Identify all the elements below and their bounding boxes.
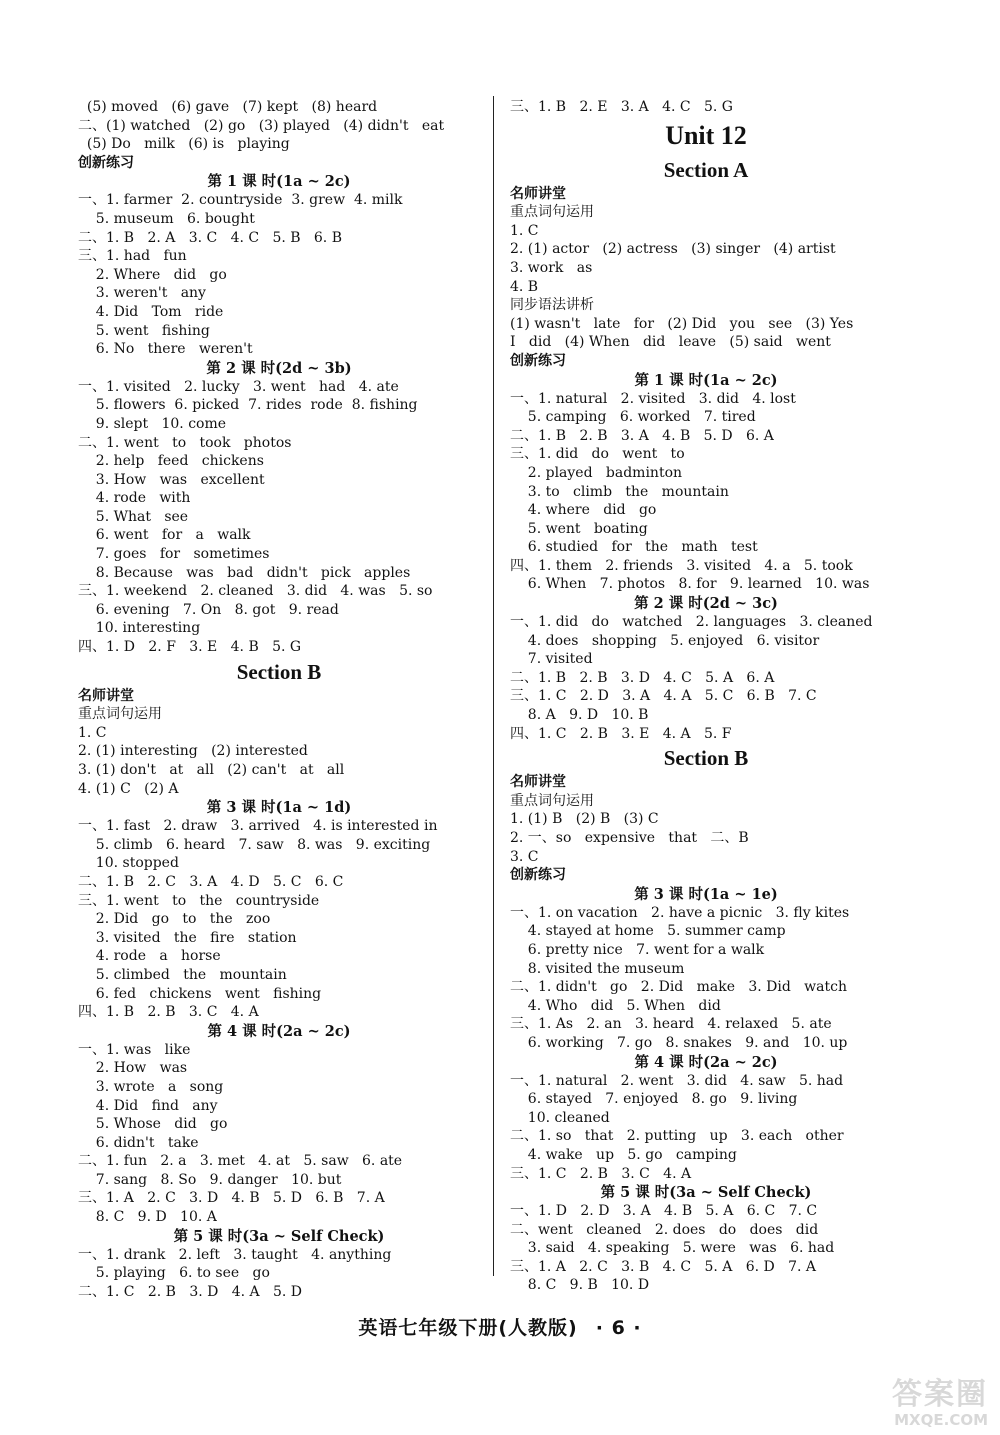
answer-line: 5. playing 6. to see go bbox=[78, 1265, 270, 1282]
sub-label: 同步语法讲析 bbox=[510, 297, 594, 314]
answer-line: 10. cleaned bbox=[510, 1109, 610, 1126]
part-label: 创新练习 bbox=[510, 867, 566, 884]
right-answer-column bbox=[510, 98, 902, 1295]
answer-line: 一、1. on vacation 2. have a picnic 3. fly kites bbox=[510, 904, 850, 921]
sub-label: 重点词句运用 bbox=[510, 792, 594, 809]
answer-line: 3. C bbox=[510, 848, 539, 865]
answer-line: 4. Who did 5. When did bbox=[510, 997, 721, 1014]
answer-line: 6. When 7. photos 8. for 9. learned 10. was bbox=[510, 576, 870, 593]
answer-line: 1. (1) B (2) B (3) C bbox=[510, 811, 659, 828]
answer-line: 3. wrote a song bbox=[78, 1078, 224, 1095]
answer-line: 2. Where did go bbox=[78, 266, 227, 283]
answer-line: 二、1. so that 2. putting up 3. each other bbox=[510, 1128, 844, 1145]
answer-line: 一、1. farmer 2. countryside 3. grew 4. milk bbox=[78, 192, 403, 209]
answer-line: 一、1. drank 2. left 3. taught 4. anything bbox=[78, 1246, 392, 1263]
unit-heading: Unit 12 bbox=[665, 120, 747, 150]
part-label: 名师讲堂 bbox=[78, 687, 134, 704]
answer-line: 三、1. A 2. C 3. D 4. B 5. D 6. B 7. A bbox=[78, 1190, 385, 1207]
answer-line: 10. interesting bbox=[78, 620, 201, 637]
answer-line: 4. rode with bbox=[78, 490, 191, 507]
sub-label: 重点词句运用 bbox=[78, 706, 162, 723]
answer-line: 8. C 9. D 10. A bbox=[78, 1209, 217, 1226]
watermark-logo-text: 答案圈 bbox=[892, 1377, 988, 1412]
page-footer bbox=[0, 1313, 1000, 1340]
answer-line: 二、1. C 2. B 3. D 4. A 5. D bbox=[78, 1283, 302, 1300]
answer-line: 4. (1) C (2) A bbox=[78, 780, 179, 797]
answer-line: 2. (1) interesting (2) interested bbox=[78, 743, 308, 760]
answer-line: 3. work as bbox=[510, 259, 593, 276]
answer-line: 5. flowers 6. picked 7. rides rode 8. fishing bbox=[78, 397, 418, 414]
answer-line: (5) Do milk (6) is playing bbox=[78, 136, 290, 153]
answer-line: 二、1. B 2. C 3. A 4. D 5. C 6. C bbox=[78, 873, 344, 890]
answer-line: 1. C bbox=[510, 222, 539, 239]
answer-line: 2. How was bbox=[78, 1060, 188, 1077]
answer-line: 一、1. D 2. D 3. A 4. B 5. A 6. C 7. C bbox=[510, 1203, 818, 1220]
answer-line: 6. working 7. go 8. snakes 9. and 10. up bbox=[510, 1034, 848, 1051]
answer-line: 6. fed chickens went fishing bbox=[78, 985, 322, 1002]
answer-line: 一、1. natural 2. visited 3. did 4. lost bbox=[510, 390, 796, 407]
answer-line: 6. went for a walk bbox=[78, 527, 251, 544]
lesson-heading: 第 5 课 时(3a ~ Self Check) bbox=[173, 1227, 385, 1245]
answer-line: 四、1. D 2. F 3. E 4. B 5. G bbox=[78, 639, 302, 656]
answer-line: 8. A 9. D 10. B bbox=[510, 707, 649, 724]
answer-line: 5. went fishing bbox=[78, 322, 210, 339]
answer-line: 三、1. B 2. E 3. A 4. C 5. G bbox=[510, 99, 733, 115]
answer-line: 2. 一、so expensive that 二、B bbox=[510, 830, 749, 846]
lesson-heading: 第 4 课 时(2a ~ 2c) bbox=[634, 1053, 778, 1071]
section-heading: Section B bbox=[236, 659, 322, 684]
answer-line: I did (4) When did leave (5) said went bbox=[510, 334, 831, 351]
answer-line: 3. to climb the mountain bbox=[510, 483, 729, 500]
answer-line: (1) wasn't late for (2) Did you see (3) Yes bbox=[510, 315, 854, 332]
sub-label: 重点词句运用 bbox=[510, 204, 594, 221]
answer-line: 二、(1) watched (2) go (3) played (4) didn't eat bbox=[78, 117, 445, 134]
lesson-heading: 第 3 课 时(1a ~ 1e) bbox=[634, 885, 778, 903]
answer-line: 三、1. C 2. B 3. C 4. A bbox=[510, 1165, 692, 1182]
answer-line: 二、went cleaned 2. does do does did bbox=[510, 1221, 819, 1238]
lesson-heading: 第 1 课 时(1a ~ 2c) bbox=[634, 371, 778, 389]
section-heading: Section B bbox=[663, 746, 749, 771]
answer-line: 4. B bbox=[510, 278, 539, 295]
answer-line: 三、1. had fun bbox=[78, 248, 187, 265]
answer-line: 二、1. went to took photos bbox=[78, 434, 292, 451]
answer-line: 四、1. B 2. B 3. C 4. A bbox=[78, 1004, 259, 1021]
answer-line: 5. Whose did go bbox=[78, 1116, 228, 1133]
answer-line: 3. said 4. speaking 5. were was 6. had bbox=[510, 1240, 835, 1257]
answer-line: 6. studied for the math test bbox=[510, 539, 758, 556]
answer-line: 二、1. B 2. A 3. C 4. C 5. B 6. B bbox=[78, 229, 342, 246]
answer-line: 8. Because was bad didn't pick apples bbox=[78, 564, 411, 581]
answer-line: 7. sang 8. So 9. danger 10. but bbox=[78, 1171, 342, 1188]
answer-line: 3. visited the fire station bbox=[78, 929, 297, 946]
answer-line: 2. Did go to the zoo bbox=[78, 911, 271, 928]
answer-line: 4. does shopping 5. enjoyed 6. visitor bbox=[510, 632, 820, 649]
answer-line: 三、1. went to the countryside bbox=[78, 892, 320, 909]
answer-line: 6. evening 7. On 8. got 9. read bbox=[78, 601, 339, 618]
answer-line: 8. C 9. B 10. D bbox=[510, 1277, 650, 1294]
answer-line: 5. museum 6. bought bbox=[78, 210, 255, 227]
answer-line: 5. went boating bbox=[510, 520, 648, 537]
answer-line: 一、1. fast 2. draw 3. arrived 4. is interested in bbox=[78, 818, 438, 835]
answer-line: 一、1. was like bbox=[78, 1041, 191, 1058]
answer-line: (5) moved (6) gave (7) kept (8) heard bbox=[78, 99, 378, 115]
page-number: · 6 · bbox=[595, 1317, 642, 1339]
answer-line: 1. C bbox=[78, 724, 107, 741]
answer-line: 7. goes for sometimes bbox=[78, 546, 270, 563]
answer-line: 8. visited the museum bbox=[510, 960, 685, 977]
part-label: 创新练习 bbox=[510, 352, 566, 369]
answer-line: 2. help feed chickens bbox=[78, 453, 264, 470]
book-title: 英语七年级下册(人教版) bbox=[358, 1317, 578, 1339]
answer-line: 四、1. C 2. B 3. E 4. A 5. F bbox=[510, 725, 732, 742]
answer-line: 2. (1) actor (2) actress (3) singer (4) artist bbox=[510, 241, 836, 258]
answer-line: 4. wake up 5. go camping bbox=[510, 1146, 737, 1163]
lesson-heading: 第 2 课 时(2d ~ 3b) bbox=[206, 359, 352, 377]
answer-line: 6. stayed 7. enjoyed 8. go 9. living bbox=[510, 1091, 798, 1108]
answer-line: 三、1. As 2. an 3. heard 4. relaxed 5. ate bbox=[510, 1016, 832, 1033]
answer-line: 5. climbed the mountain bbox=[78, 966, 287, 983]
lesson-heading: 第 5 课 时(3a ~ Self Check) bbox=[600, 1184, 812, 1202]
answer-line: 5. climb 6. heard 7. saw 8. was 9. exciting bbox=[78, 836, 431, 853]
answer-line: 7. visited bbox=[510, 651, 593, 668]
answer-line: 4. Did Tom ride bbox=[78, 303, 224, 320]
answer-line: 三、1. C 2. D 3. A 4. A 5. C 6. B 7. C bbox=[510, 688, 817, 705]
answer-line: 一、1. visited 2. lucky 3. went had 4. ate bbox=[78, 378, 399, 395]
answer-line: 二、1. didn't go 2. Did make 3. Did watch bbox=[510, 979, 847, 996]
answer-line: 4. Did find any bbox=[78, 1097, 218, 1114]
lesson-heading: 第 4 课 时(2a ~ 2c) bbox=[207, 1022, 351, 1040]
answer-line: 10. stopped bbox=[78, 855, 179, 872]
answer-line: 5. camping 6. worked 7. tired bbox=[510, 409, 756, 426]
answer-line: 6. pretty nice 7. went for a walk bbox=[510, 941, 765, 958]
part-label: 名师讲堂 bbox=[510, 774, 566, 791]
answer-line: 三、1. did do went to bbox=[510, 446, 685, 463]
left-answer-column bbox=[78, 98, 480, 1301]
answer-line: 4. rode a horse bbox=[78, 948, 221, 965]
answer-line: 二、1. B 2. B 3. A 4. B 5. D 6. A bbox=[510, 427, 774, 444]
answer-line: 9. slept 10. come bbox=[78, 415, 227, 432]
answer-line: 4. stayed at home 5. summer camp bbox=[510, 923, 786, 940]
column-divider bbox=[493, 96, 494, 1276]
lesson-heading: 第 1 课 时(1a ~ 2c) bbox=[207, 173, 351, 191]
answer-line: 2. played badminton bbox=[510, 464, 683, 481]
answer-line: 三、1. A 2. C 3. B 4. C 5. A 6. D 7. A bbox=[510, 1258, 817, 1275]
answer-line: 3. weren't any bbox=[78, 285, 206, 302]
answer-line: 3. (1) don't at all (2) can't at all bbox=[78, 762, 345, 778]
answer-line: 三、1. weekend 2. cleaned 3. did 4. was 5. so bbox=[78, 583, 433, 600]
answer-line: 一、1. natural 2. went 3. did 4. saw 5. had bbox=[510, 1072, 844, 1089]
answer-line: 二、1. fun 2. a 3. met 4. at 5. saw 6. ate bbox=[78, 1153, 403, 1170]
answer-line: 6. No there weren't bbox=[78, 341, 253, 358]
answer-line: 3. How was excellent bbox=[78, 471, 265, 488]
part-label: 创新练习 bbox=[78, 154, 134, 171]
answer-line: 5. What see bbox=[78, 508, 189, 525]
lesson-heading: 第 2 课 时(2d ~ 3c) bbox=[634, 595, 778, 613]
answer-line: 二、1. B 2. B 3. D 4. C 5. A 6. A bbox=[510, 669, 775, 686]
lesson-heading: 第 3 课 时(1a ~ 1d) bbox=[206, 799, 352, 817]
answer-line: 6. didn't take bbox=[78, 1134, 199, 1151]
watermark-logo bbox=[818, 1378, 988, 1430]
answer-line: 4. where did go bbox=[510, 502, 657, 519]
section-heading: Section A bbox=[663, 157, 749, 182]
answer-line: 一、1. did do watched 2. languages 3. cleaned bbox=[510, 614, 873, 631]
part-label: 名师讲堂 bbox=[510, 185, 566, 202]
watermark-url: MXQE.COM bbox=[894, 1411, 988, 1429]
answer-line: 四、1. them 2. friends 3. visited 4. a 5. took bbox=[510, 557, 853, 574]
